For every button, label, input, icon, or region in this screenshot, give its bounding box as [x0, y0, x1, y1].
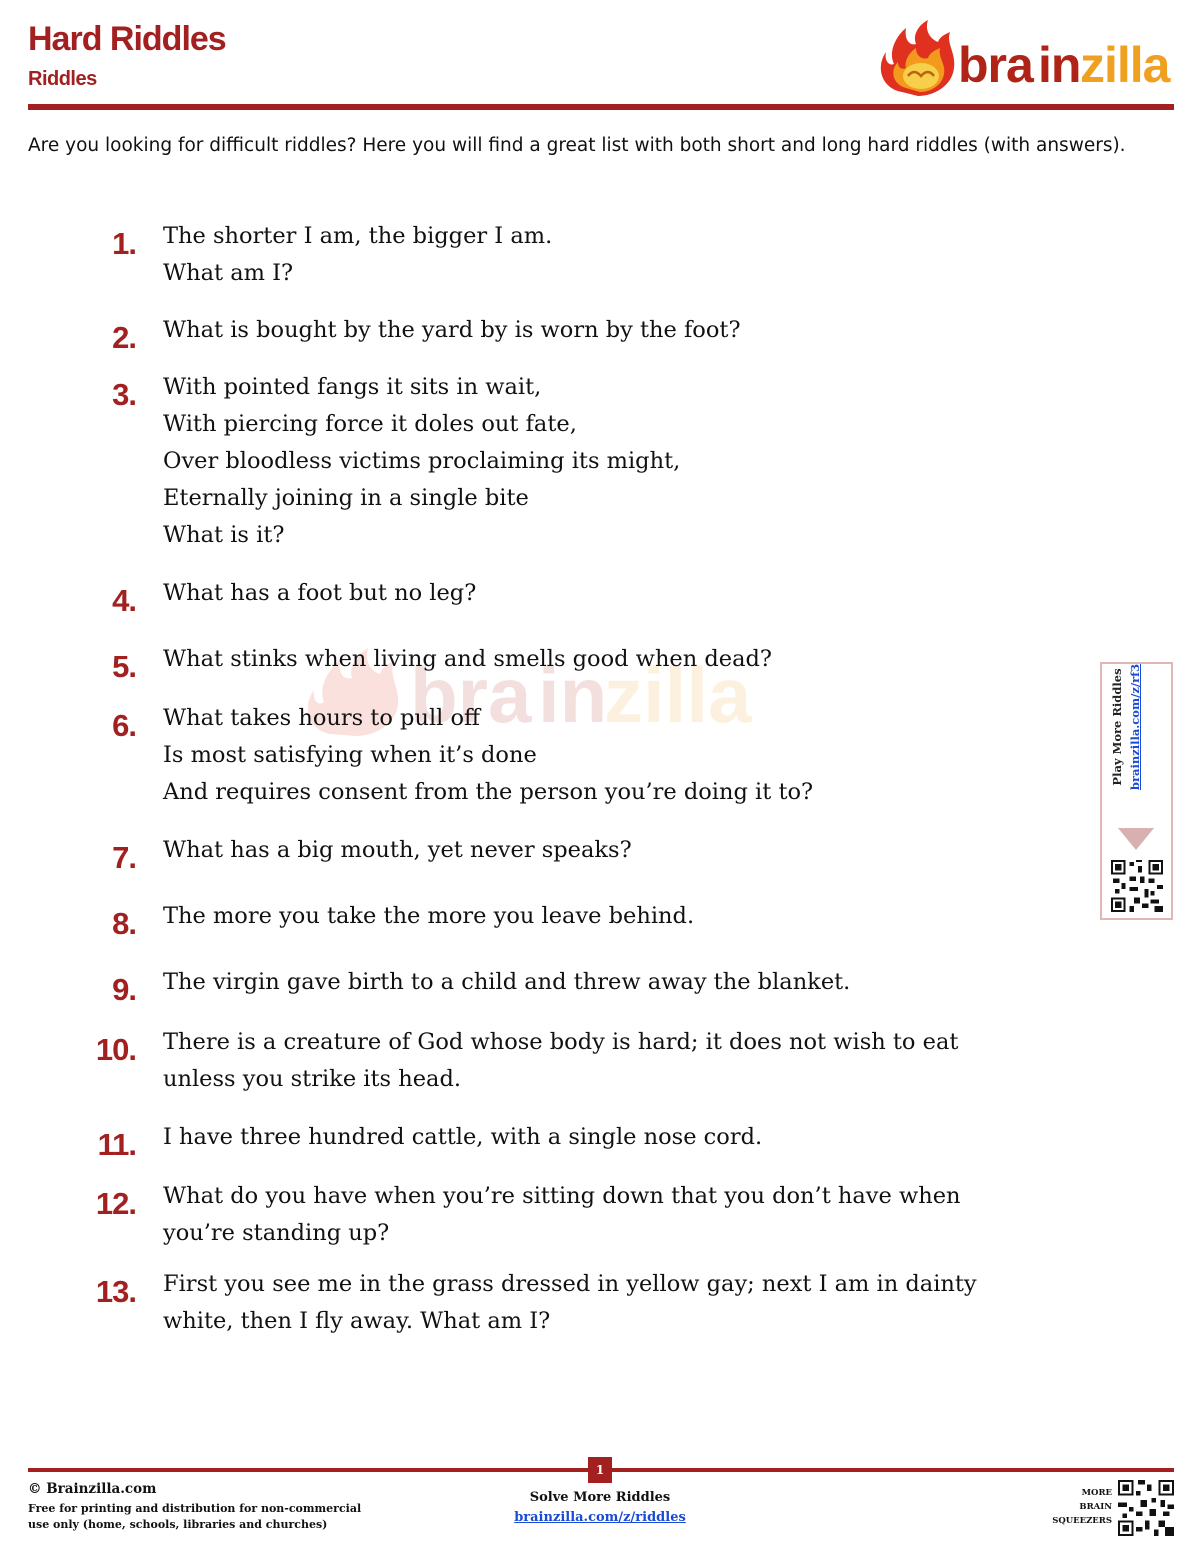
riddle-text: First you see me in the grass dressed in yellow gay; next I am in dainty white, then I fly away. What am I?	[163, 1271, 977, 1334]
riddle-text: What is bought by the yard by is worn by the foot?	[163, 317, 741, 343]
riddle-number: 13.	[95, 1274, 136, 1309]
more-brain-squeezers-label	[1030, 1486, 1112, 1528]
arrow-down-icon	[1118, 828, 1154, 850]
license-line-1: Free for printing and distribution for non-commercial	[28, 1502, 362, 1515]
logo-text-bra: bra	[958, 37, 1033, 93]
riddle-number: 4.	[112, 583, 136, 618]
play-more-link[interactable]: brainzilla.com/z/rf3	[1128, 663, 1142, 791]
footer-copyright-block	[28, 1480, 428, 1533]
riddle-text: The shorter I am, the bigger I am. What am I?	[163, 223, 553, 286]
svg-text:in: in	[538, 651, 608, 739]
riddle-number: 3.	[112, 377, 136, 412]
riddle-text: What stinks when living and smells good when dead?	[163, 646, 772, 672]
riddle-text: What takes hours to pull off Is most satisfying when it’s done And requires consent from the person you’re doing it to?	[163, 705, 814, 805]
play-more-label: Play More Riddles	[1110, 668, 1124, 786]
riddle-number: 10.	[95, 1032, 136, 1067]
logo-text-in: in	[1038, 37, 1081, 93]
riddle-number: 1.	[112, 226, 136, 261]
riddle-number: 6.	[112, 708, 136, 743]
footer-more-riddles	[440, 1488, 760, 1528]
solve-more-label: Solve More Riddles	[529, 1490, 671, 1505]
riddle-number: 5.	[112, 649, 136, 684]
copyright-text: © Brainzilla.com	[28, 1481, 157, 1497]
svg-text:bra: bra	[410, 651, 532, 739]
license-text	[28, 1501, 428, 1533]
riddle-number: 9.	[112, 972, 136, 1007]
more-line-2: BRAIN	[1079, 1502, 1112, 1512]
riddle-number: 12.	[95, 1186, 136, 1221]
svg-text:zilla: zilla	[604, 651, 752, 739]
logo-text-zilla: zilla	[1080, 37, 1170, 93]
page-number: 1	[588, 1457, 612, 1483]
riddle-number: 7.	[112, 840, 136, 875]
qr-code-icon[interactable]	[1118, 1480, 1174, 1536]
riddle-text: I have three hundred cattle, with a single nose cord.	[163, 1124, 763, 1150]
riddle-text: What has a big mouth, yet never speaks?	[163, 837, 632, 863]
riddle-number: 11.	[97, 1127, 136, 1162]
riddle-text: With pointed fangs it sits in wait, With piercing force it doles out fate, Over bloodless victims proclaiming its might, Eternally joining in a single bite What is it?	[163, 374, 681, 548]
riddle-text: What do you have when you’re sitting down that you don’t have when you’re standing up?	[163, 1183, 961, 1246]
riddle-text: The virgin gave birth to a child and threw away the blanket.	[163, 969, 851, 995]
more-line-1: MORE	[1081, 1488, 1112, 1498]
riddle-text: What has a foot but no leg?	[163, 580, 477, 606]
qr-code-icon[interactable]	[1111, 860, 1163, 912]
play-more-panel[interactable]	[1100, 662, 1173, 920]
license-line-2: use only (home, schools, libraries and churches)	[28, 1518, 328, 1531]
riddles-link[interactable]: brainzilla.com/z/riddles	[514, 1510, 686, 1525]
more-brain-squeezers[interactable]	[1030, 1478, 1174, 1536]
riddle-number: 8.	[112, 906, 136, 941]
page-title: Hard Riddles	[28, 20, 226, 58]
play-more-text	[1108, 632, 1168, 822]
riddle-text: The more you take the more you leave behind.	[163, 903, 695, 929]
more-line-3: SQUEEZERS	[1052, 1516, 1112, 1526]
riddle-text: There is a creature of God whose body is hard; it does not wish to eat unless you strike its head.	[163, 1029, 959, 1092]
riddle-number: 2.	[112, 320, 136, 355]
intro-paragraph: Are you looking for difficult riddles? Here you will find a great list with both short and long hard riddles (with answers).	[28, 135, 1126, 156]
page-subtitle: Riddles	[28, 68, 97, 90]
